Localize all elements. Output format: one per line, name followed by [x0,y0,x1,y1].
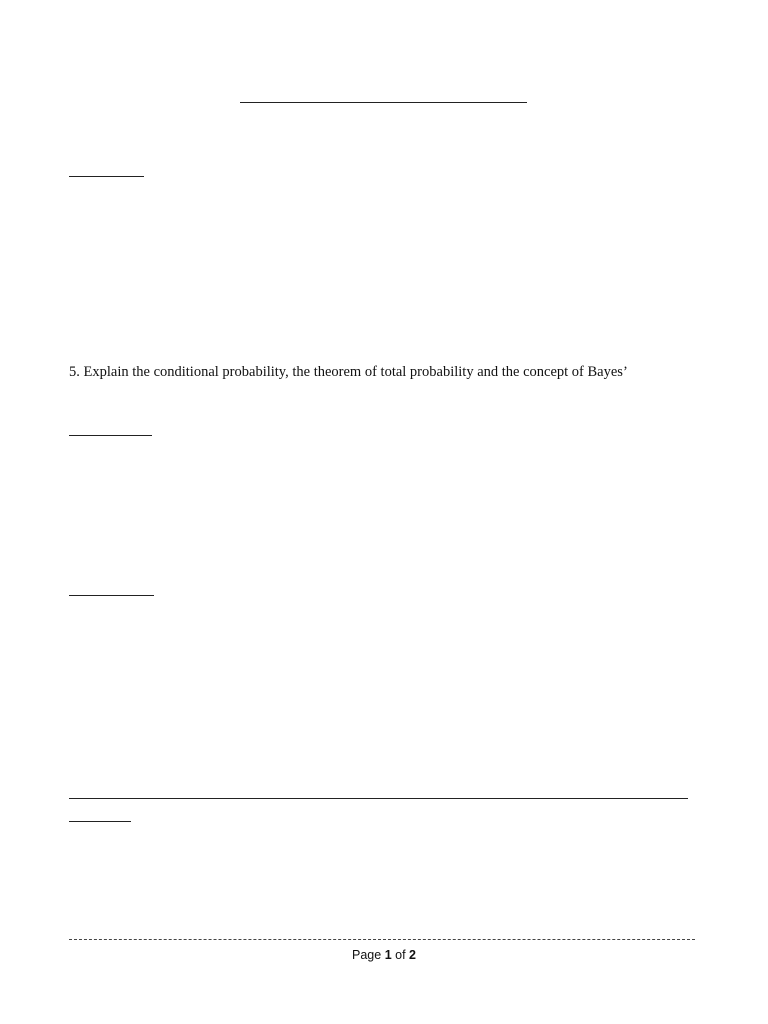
page-label: Page [352,948,382,962]
section-heading-underline [69,821,131,822]
footer-divider [69,939,695,940]
question-text: 5. Explain the conditional probability, the theorem of total probability and the concept of Bayes’ [69,364,628,380]
current-page: 1 [384,948,392,962]
section-heading-underline [69,176,144,177]
section-heading-underline [69,435,152,436]
section-heading-underline [69,595,154,596]
page-number [0,947,768,963]
horizontal-divider [69,798,688,799]
total-pages: 2 [409,948,416,962]
title-underline [240,102,527,103]
of-label: of [395,948,406,962]
